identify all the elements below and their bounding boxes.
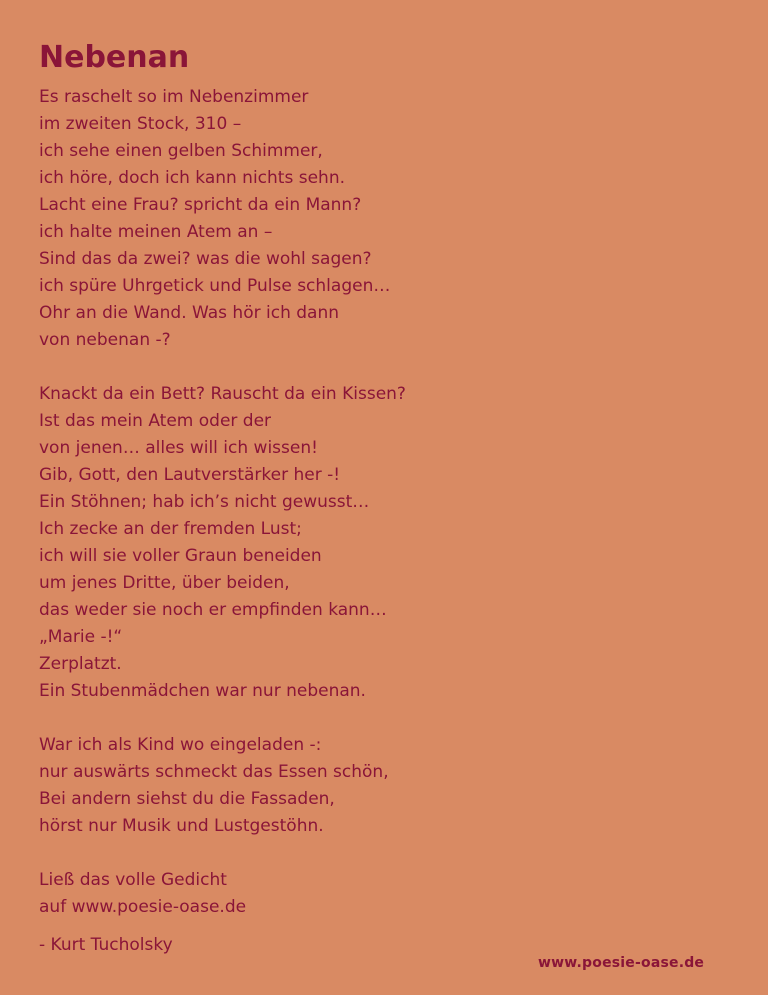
poem-line: ich will sie voller Graun beneiden xyxy=(39,546,322,566)
poem-line: ich halte meinen Atem an – xyxy=(39,222,273,242)
poem-line: Ich zecke an der fremden Lust; xyxy=(39,519,302,539)
poem-line: Sind das da zwei? was die wohl sagen? xyxy=(39,249,372,269)
poem-line: ich spüre Uhrgetick und Pulse schlagen… xyxy=(39,276,391,296)
poem-line: Knackt da ein Bett? Rauscht da ein Kissen? xyxy=(39,384,406,404)
poem-line: hörst nur Musik und Lustgestöhn. xyxy=(39,816,324,836)
poem-line: im zweiten Stock, 310 – xyxy=(39,114,242,134)
poem-author: - Kurt Tucholsky xyxy=(39,935,173,955)
poem-body xyxy=(39,84,739,921)
poem-title: Nebenan xyxy=(39,40,190,75)
stanza-2 xyxy=(39,381,739,705)
poem-line: Ohr an die Wand. Was hör ich dann xyxy=(39,303,340,323)
poem-line: nur auswärts schmeckt das Essen schön, xyxy=(39,762,389,782)
stanza-3 xyxy=(39,732,739,840)
poem-line: von nebenan -? xyxy=(39,330,171,350)
poem-line: Ließ das volle Gedicht xyxy=(39,870,227,890)
poem-line: Ist das mein Atem oder der xyxy=(39,411,272,431)
poem-line: Gib, Gott, den Lautverstärker her -! xyxy=(39,465,341,485)
poem-line: Ein Stubenmädchen war nur nebenan. xyxy=(39,681,366,701)
poem-line: auf www.poesie-oase.de xyxy=(39,897,247,917)
poem-line: Lacht eine Frau? spricht da ein Mann? xyxy=(39,195,362,215)
stanza-gap xyxy=(39,354,739,381)
stanza-gap xyxy=(39,705,739,732)
stanza-gap xyxy=(39,840,739,867)
poem-line: ich sehe einen gelben Schimmer, xyxy=(39,141,323,161)
website-watermark: www.poesie-oase.de xyxy=(538,955,705,971)
poem-line: Ein Stöhnen; hab ich’s nicht gewusst… xyxy=(39,492,370,512)
poem-line: ich höre, doch ich kann nichts sehn. xyxy=(39,168,345,188)
stanza-4 xyxy=(39,867,739,921)
poem-line: Bei andern siehst du die Fassaden, xyxy=(39,789,335,809)
poem-line: War ich als Kind wo eingeladen -: xyxy=(39,735,322,755)
poem-line: um jenes Dritte, über beiden, xyxy=(39,573,290,593)
poem-line: Es raschelt so im Nebenzimmer xyxy=(39,87,309,107)
poem-line: „Marie -!“ xyxy=(39,627,123,647)
stanza-1 xyxy=(39,84,739,354)
poem-line: Zerplatzt. xyxy=(39,654,122,674)
poem-line: das weder sie noch er empfinden kann… xyxy=(39,600,387,620)
poem-line: von jenen… alles will ich wissen! xyxy=(39,438,318,458)
